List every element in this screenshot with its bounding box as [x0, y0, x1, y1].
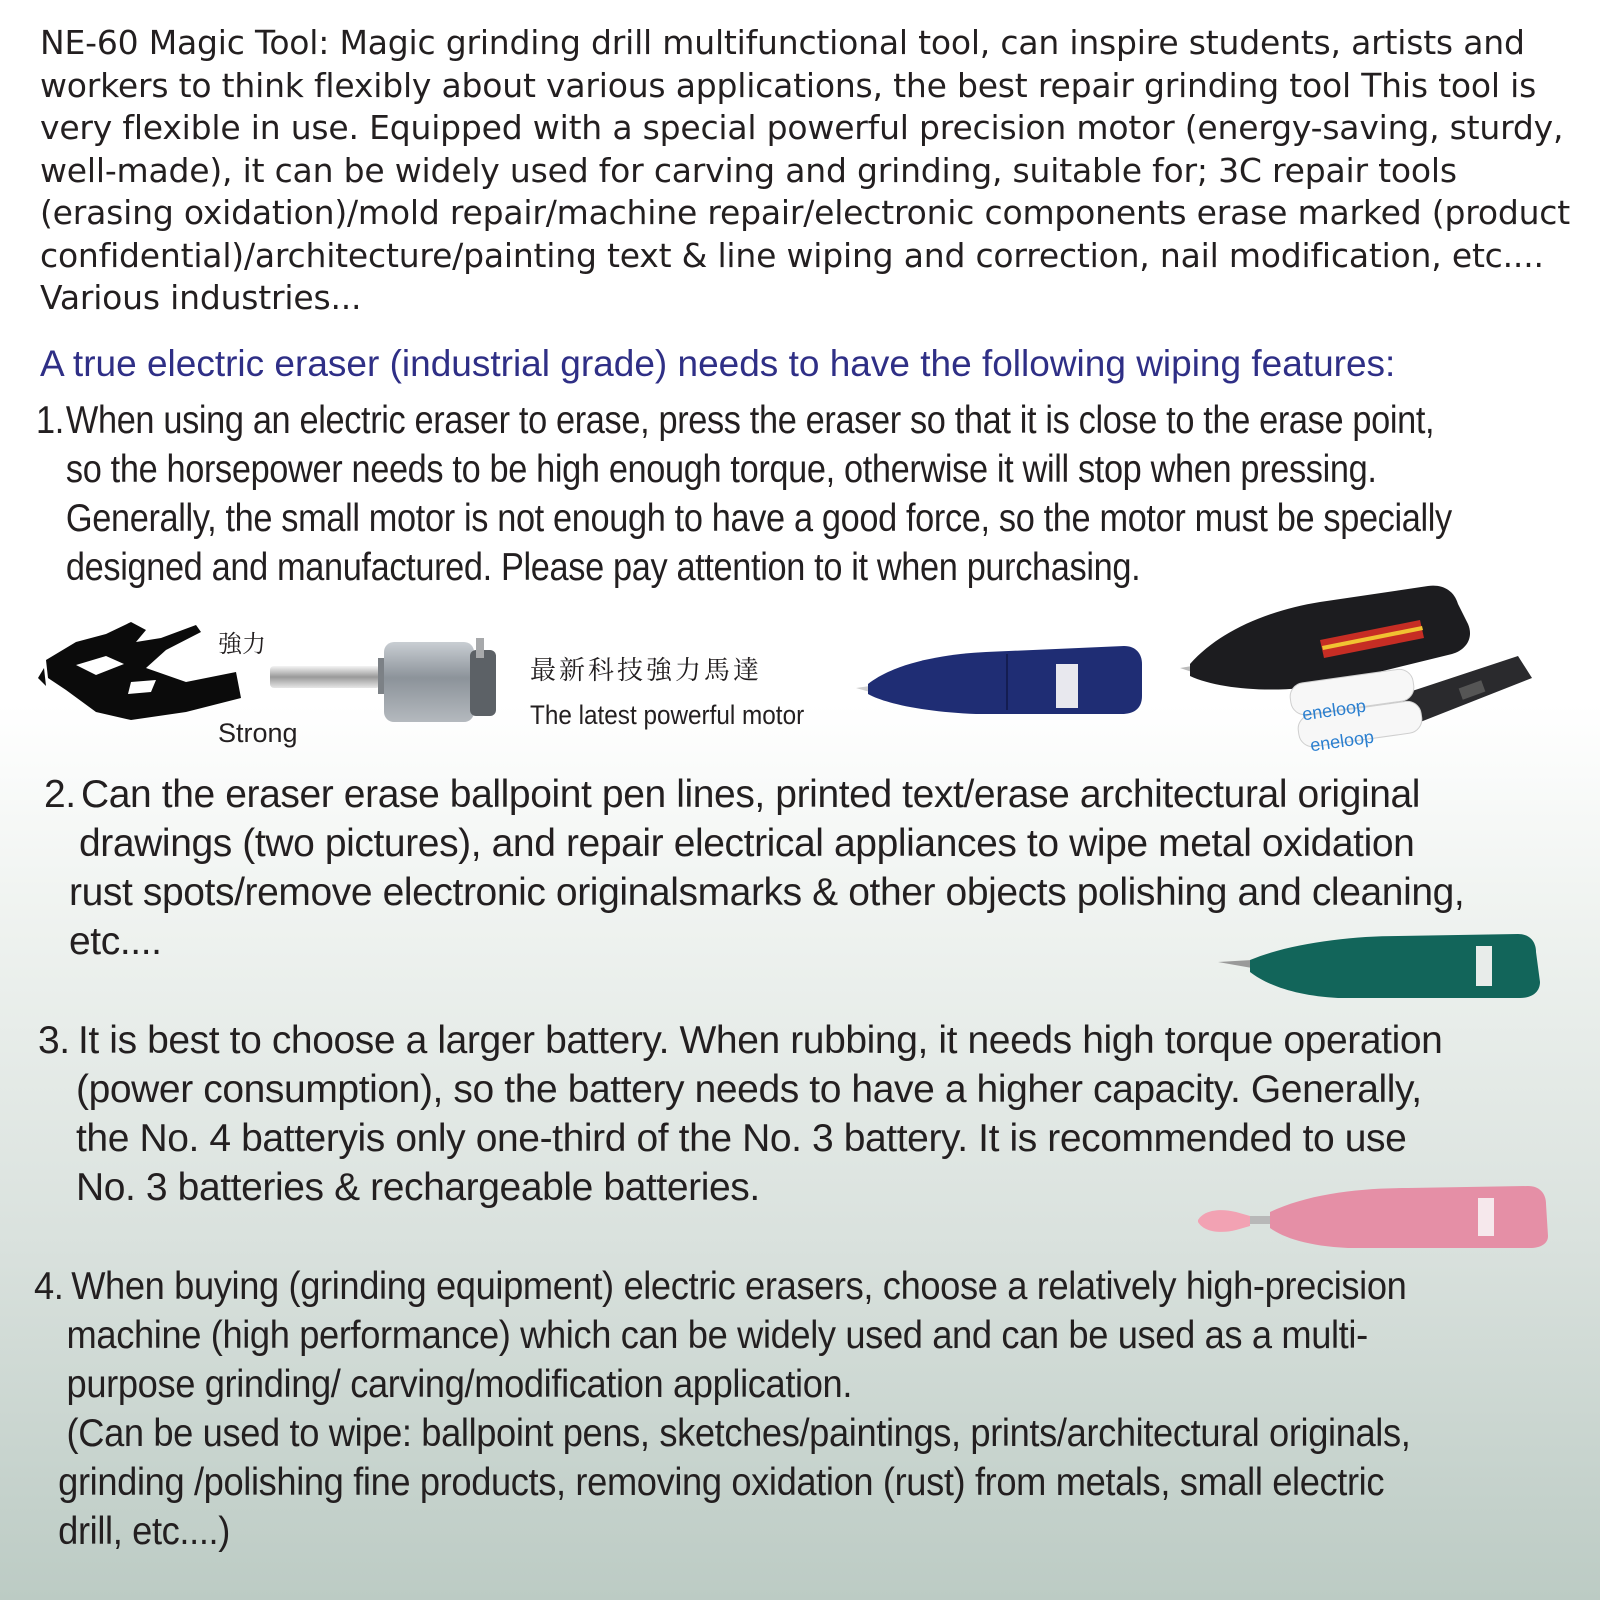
item-line: When buying (grinding equipment) electric erasers, choose a relatively high-precision — [71, 1265, 1407, 1308]
motor-en-label: The latest powerful motor — [530, 700, 805, 730]
item-line: (Can be used to wipe: ballpoint pens, sketches/paintings, prints/architectural originals, — [66, 1412, 1411, 1455]
item-line: etc.... — [69, 920, 162, 963]
item-line: designed and manufactured. Please pay attention to it when purchasing. — [65, 546, 1141, 589]
item-line: the No. 4 batteryis only one-third of the No. 3 battery. It is recommended to use — [76, 1117, 1407, 1160]
item-line: Generally, the small motor is not enough to have a good force, so the motor must be specially — [65, 497, 1452, 540]
item-number: 3. — [38, 1019, 70, 1062]
battery-brand-label: eneloop — [1308, 726, 1376, 756]
motor-icon — [270, 630, 510, 740]
item-line: It is best to choose a larger battery. When rubbing, it needs high torque operation — [78, 1019, 1443, 1062]
blue-eraser-icon — [856, 640, 1156, 730]
green-eraser-icon — [1218, 932, 1548, 1007]
features-heading: A true electric eraser (industrial grade) needs to have the following wiping features: — [40, 343, 1396, 384]
item-line: No. 3 batteries & rechargeable batteries. — [76, 1166, 760, 1209]
feature-item-4 — [34, 1262, 1410, 1556]
item-line: purpose grinding/ carving/modification application. — [66, 1363, 853, 1406]
motor-zh-label: 最新科技強力馬達 — [530, 655, 763, 685]
strong-en-label: Strong — [218, 718, 298, 748]
strong-zh-label: 強力 — [218, 631, 266, 658]
item-line: Can the eraser erase ballpoint pen lines, printed text/erase architectural original — [81, 773, 1421, 816]
item-line: so the horsepower needs to be high enough torque, otherwise it will stop when pressing. — [65, 448, 1377, 491]
feature-item-1 — [36, 396, 1452, 592]
item-line: drill, etc....) — [58, 1510, 230, 1553]
pink-eraser-icon — [1198, 1182, 1550, 1252]
item-line: (power consumption), so the battery needs to have a higher capacity. Generally, — [76, 1068, 1422, 1111]
item-number: 2. — [44, 773, 76, 816]
item-line: When using an electric eraser to erase, press the eraser so that it is close to the erase point, — [65, 399, 1435, 442]
item-number: 4. — [34, 1265, 64, 1308]
item-line: grinding /polishing fine products, removing oxidation (rust) from metals, small electric — [58, 1461, 1385, 1504]
strong-arm-icon — [36, 620, 246, 740]
battery-brand-label: eneloop — [1300, 695, 1368, 725]
item-line: drawings (two pictures), and repair electrical appliances to wipe metal oxidation — [79, 822, 1415, 865]
item-line: machine (high performance) which can be widely used and can be used as a multi- — [66, 1314, 1368, 1357]
item-line: rust spots/remove electronic originalsmarks & other objects polishing and cleaning, — [69, 871, 1465, 914]
item-number: 1. — [36, 399, 64, 442]
intro-paragraph: NE-60 Magic Tool: Magic grinding drill multifunctional tool, can inspire students, artists and workers to think flexibly about various applications, the best repair grinding tool This tool is very flexible in use. Equipped with a special powerful precision motor (energy-saving, sturdy, well-made), it can be widely used for carving and grinding, suitable for; 3C repair tools (erasing oxidation)/mold repair/machine repair/electronic components erase marked (product confidential)/architecture/painting text & line wiping and correction, nail modification, etc.... Various industries... — [40, 23, 1570, 317]
